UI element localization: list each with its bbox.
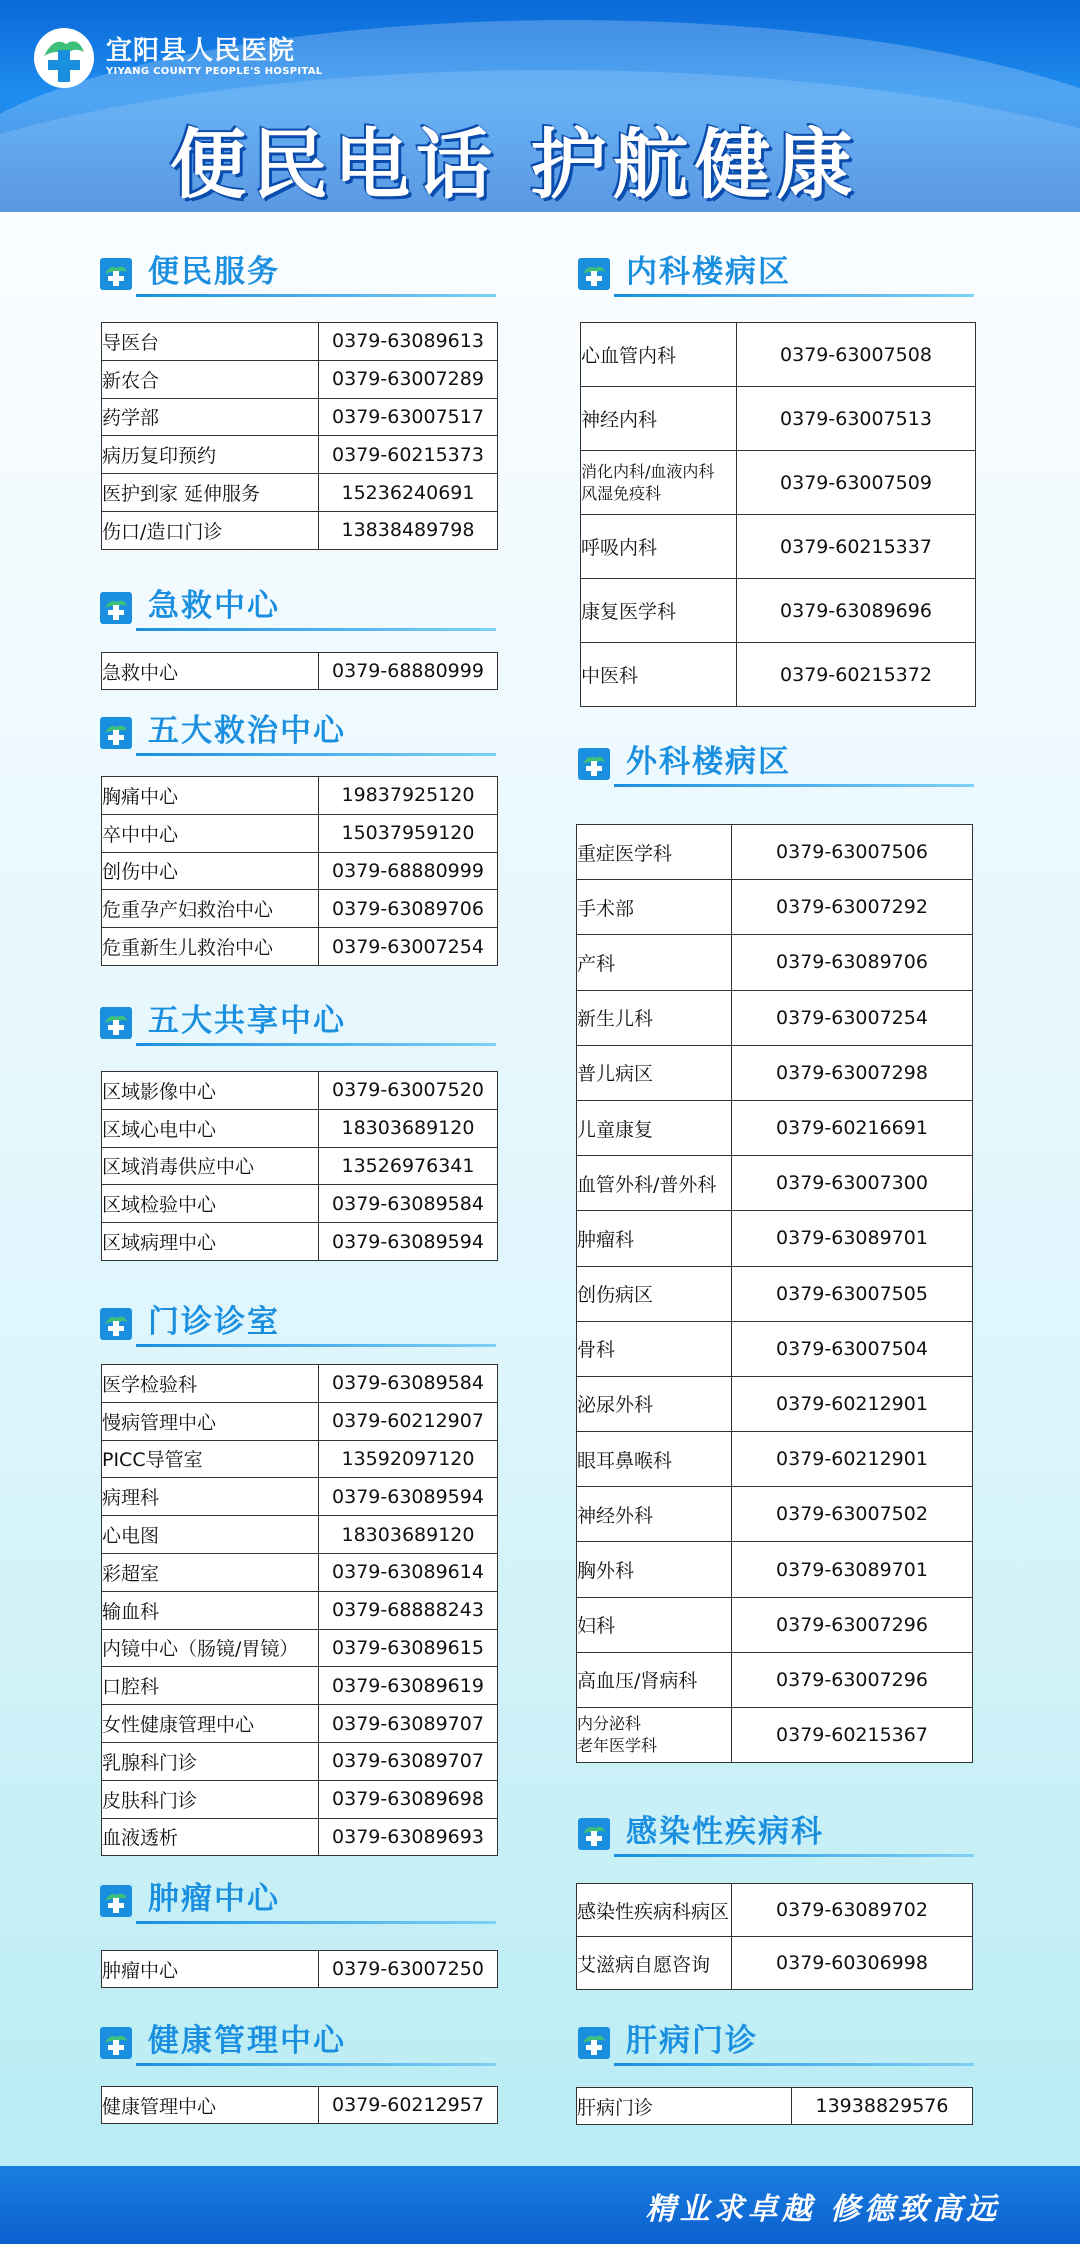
department-name: 创伤病区 — [577, 1266, 732, 1321]
section-underline — [136, 628, 496, 631]
department-name: 伤口/造口门诊 — [102, 511, 319, 549]
phone-number: 0379-68880999 — [319, 653, 498, 690]
table-row — [577, 1542, 973, 1597]
phone-number: 0379-60215372 — [737, 643, 976, 707]
department-name: 口腔科 — [102, 1667, 319, 1705]
department-name: 健康管理中心 — [102, 2087, 319, 2124]
department-name: 卒中中心 — [102, 814, 319, 852]
phone-number: 13592097120 — [319, 1440, 498, 1478]
phone-number: 0379-63089707 — [319, 1742, 498, 1780]
table-row — [577, 1045, 973, 1100]
section-underline — [614, 294, 974, 297]
section-left-zhongliu — [100, 1879, 496, 1923]
phone-number: 0379-60212901 — [732, 1376, 973, 1431]
phone-number: 19837925120 — [319, 777, 498, 815]
table-row — [102, 474, 498, 512]
phone-number: 0379-63089706 — [319, 890, 498, 928]
department-name: 血管外科/普外科 — [577, 1156, 732, 1211]
table-row — [577, 825, 973, 880]
phone-number: 0379-60216691 — [732, 1100, 973, 1155]
phone-number: 0379-63007505 — [732, 1266, 973, 1321]
phone-number: 0379-60212907 — [319, 1402, 498, 1440]
department-name: 乳腺科门诊 — [102, 1742, 319, 1780]
phone-number: 0379-63089594 — [319, 1478, 498, 1516]
table-row — [577, 1266, 973, 1321]
table-row — [577, 1597, 973, 1652]
phone-number: 0379-68880999 — [319, 852, 498, 890]
table-row — [102, 653, 498, 690]
department-name: 药学部 — [102, 398, 319, 436]
table-row — [102, 1365, 498, 1403]
table-row — [102, 814, 498, 852]
table-row — [102, 1109, 498, 1147]
department-name: 心血管内科 — [581, 323, 737, 387]
department-name: 心电图 — [102, 1516, 319, 1554]
section-right-waike — [578, 742, 974, 786]
department-name: 呼吸内科 — [581, 515, 737, 579]
department-name: 眼耳鼻喉科 — [577, 1432, 732, 1487]
phone-number: 0379-63007508 — [737, 323, 976, 387]
phone-number: 0379-63007296 — [732, 1597, 973, 1652]
phone-number: 0379-63089584 — [319, 1185, 498, 1223]
table-row — [102, 1951, 498, 1988]
table-row — [581, 579, 976, 643]
section-title: 五大救治中心 — [148, 713, 346, 749]
table-row — [102, 1705, 498, 1743]
phone-number: 0379-63089706 — [732, 935, 973, 990]
table-row — [102, 1185, 498, 1223]
table-row — [102, 1818, 498, 1856]
table-row — [102, 928, 498, 966]
hospital-emblem-icon — [578, 2027, 610, 2059]
phone-number: 0379-63089613 — [319, 323, 498, 361]
department-name: 病历复印预约 — [102, 436, 319, 474]
footer-slogan: 精业求卓越 修德致高远 — [645, 2192, 1000, 2227]
table-row — [102, 398, 498, 436]
department-name: 新生儿科 — [577, 990, 732, 1045]
section-left-menzhen — [100, 1302, 496, 1346]
phone-number: 0379-63007292 — [732, 880, 973, 935]
phone-number: 18303689120 — [319, 1109, 498, 1147]
phone-table-left-wuda-gongxiang — [101, 1071, 498, 1261]
section-right-ganbing — [578, 2021, 974, 2065]
department-name: 康复医学科 — [581, 579, 737, 643]
table-row — [102, 1742, 498, 1780]
hospital-logo-icon — [32, 26, 96, 90]
department-name: 胸痛中心 — [102, 777, 319, 815]
phone-number: 0379-60306998 — [732, 1937, 973, 1990]
department-name: 泌尿外科 — [577, 1376, 732, 1431]
department-name: 危重孕产妇救治中心 — [102, 890, 319, 928]
department-name: 危重新生儿救治中心 — [102, 928, 319, 966]
table-row — [102, 511, 498, 549]
phone-number: 0379-60215337 — [737, 515, 976, 579]
phone-number: 0379-60212901 — [732, 1432, 973, 1487]
department-name: 肿瘤中心 — [102, 1951, 319, 1988]
phone-number: 13938829576 — [792, 2088, 973, 2125]
department-name: 女性健康管理中心 — [102, 1705, 319, 1743]
table-row — [577, 1652, 973, 1707]
department-name: 妇科 — [577, 1597, 732, 1652]
department-name: 区域消毒供应中心 — [102, 1147, 319, 1185]
phone-table-left-wuda-jiuzhi — [101, 776, 498, 966]
section-title: 肿瘤中心 — [148, 1881, 280, 1917]
department-name: 彩超室 — [102, 1553, 319, 1591]
department-name: 区域病理中心 — [102, 1223, 319, 1261]
section-underline — [136, 294, 496, 297]
table-row — [102, 323, 498, 361]
phone-number: 0379-63089702 — [732, 1884, 973, 1937]
table-row — [102, 1478, 498, 1516]
phone-number: 0379-63007504 — [732, 1321, 973, 1376]
phone-number: 0379-63089619 — [319, 1667, 498, 1705]
department-name: 消化内科/血液内科 风湿免疫科 — [581, 451, 737, 515]
hospital-emblem-icon — [100, 2027, 132, 2059]
department-name: 慢病管理中心 — [102, 1402, 319, 1440]
hospital-name-en: YIYANG COUNTY PEOPLE'S HOSPITAL — [106, 66, 323, 77]
table-row — [102, 1072, 498, 1110]
department-name: 普儿病区 — [577, 1045, 732, 1100]
section-title: 外科楼病区 — [626, 744, 791, 780]
department-name: 中医科 — [581, 643, 737, 707]
hospital-emblem-icon — [578, 258, 610, 290]
department-name: 胸外科 — [577, 1542, 732, 1597]
department-name: 急救中心 — [102, 653, 319, 690]
table-row — [102, 1667, 498, 1705]
table-row — [581, 515, 976, 579]
phone-number: 0379-63089584 — [319, 1365, 498, 1403]
phone-number: 0379-63007254 — [319, 928, 498, 966]
department-name: PICC导管室 — [102, 1440, 319, 1478]
section-title: 五大共享中心 — [148, 1003, 346, 1039]
phone-number: 0379-63089698 — [319, 1780, 498, 1818]
phone-number: 0379-63089615 — [319, 1629, 498, 1667]
table-row — [581, 323, 976, 387]
phone-number: 0379-63089614 — [319, 1553, 498, 1591]
hospital-emblem-icon — [100, 717, 132, 749]
section-underline — [136, 753, 496, 756]
table-row — [102, 1147, 498, 1185]
table-row — [581, 451, 976, 515]
section-left-jijiu — [100, 586, 496, 630]
department-name: 创伤中心 — [102, 852, 319, 890]
table-row — [102, 1553, 498, 1591]
department-name: 医护到家 延伸服务 — [102, 474, 319, 512]
phone-number: 0379-63007300 — [732, 1156, 973, 1211]
department-name: 医学检验科 — [102, 1365, 319, 1403]
section-underline — [136, 2063, 496, 2066]
section-title: 便民服务 — [148, 254, 280, 290]
department-name: 重症医学科 — [577, 825, 732, 880]
department-name: 输血科 — [102, 1591, 319, 1629]
table-row — [577, 1100, 973, 1155]
section-right-ganran — [578, 1812, 974, 1856]
department-name: 导医台 — [102, 323, 319, 361]
table-row — [102, 1516, 498, 1554]
hospital-emblem-icon — [100, 1308, 132, 1340]
phone-table-right-ganran — [576, 1883, 973, 1990]
phone-number: 0379-63089701 — [732, 1211, 973, 1266]
department-name: 皮肤科门诊 — [102, 1780, 319, 1818]
phone-table-right-neike — [580, 322, 976, 707]
phone-number: 13838489798 — [319, 511, 498, 549]
phone-number: 13526976341 — [319, 1147, 498, 1185]
department-name: 病理科 — [102, 1478, 319, 1516]
phone-number: 15236240691 — [319, 474, 498, 512]
table-row — [577, 1376, 973, 1431]
phone-number: 18303689120 — [319, 1516, 498, 1554]
hospital-emblem-icon — [100, 1885, 132, 1917]
table-row — [102, 777, 498, 815]
table-row — [581, 643, 976, 707]
table-row — [577, 1432, 973, 1487]
section-title: 门诊诊室 — [148, 1304, 280, 1340]
table-row — [102, 436, 498, 474]
section-underline — [614, 2063, 974, 2066]
phone-table-right-ganbing — [576, 2087, 973, 2125]
department-name: 产科 — [577, 935, 732, 990]
page-title: 便民电话 护航健康 — [170, 120, 859, 209]
department-name: 艾滋病自愿咨询 — [577, 1937, 732, 1990]
table-row — [102, 1629, 498, 1667]
department-name: 高血压/肾病科 — [577, 1652, 732, 1707]
hospital-emblem-icon — [100, 258, 132, 290]
hospital-emblem-icon — [100, 1007, 132, 1039]
phone-table-left-menzhen — [101, 1364, 498, 1856]
phone-number: 0379-63007289 — [319, 360, 498, 398]
hospital-emblem-icon — [578, 1818, 610, 1850]
department-name: 区域检验中心 — [102, 1185, 319, 1223]
table-row — [581, 387, 976, 451]
phone-number: 0379-63007298 — [732, 1045, 973, 1100]
hospital-emblem-icon — [578, 748, 610, 780]
phone-table-left-jiankang — [101, 2086, 498, 2124]
table-row — [102, 360, 498, 398]
phone-number: 0379-68888243 — [319, 1591, 498, 1629]
table-row — [577, 935, 973, 990]
phone-number: 0379-60212957 — [319, 2087, 498, 2124]
table-row — [577, 1211, 973, 1266]
section-left-wuda-jiuzhi — [100, 711, 496, 755]
table-row — [102, 1591, 498, 1629]
table-row — [102, 2087, 498, 2124]
table-row — [102, 1402, 498, 1440]
table-row — [102, 1440, 498, 1478]
table-row — [577, 1884, 973, 1937]
section-left-wuda-gongxiang — [100, 1001, 496, 1045]
table-row — [102, 890, 498, 928]
section-underline — [136, 1344, 496, 1347]
header-banner — [0, 0, 1080, 212]
section-title: 内科楼病区 — [626, 254, 791, 290]
phone-number: 0379-63089693 — [319, 1818, 498, 1856]
table-row — [577, 1321, 973, 1376]
department-name: 新农合 — [102, 360, 319, 398]
phone-number: 0379-63007502 — [732, 1487, 973, 1542]
table-row — [102, 1223, 498, 1261]
phone-number: 0379-63089701 — [732, 1542, 973, 1597]
phone-table-left-bianmin — [101, 322, 498, 550]
table-row — [102, 1780, 498, 1818]
table-row — [102, 852, 498, 890]
phone-table-left-jijiu — [101, 652, 498, 690]
department-name: 儿童康复 — [577, 1100, 732, 1155]
department-name: 肝病门诊 — [577, 2088, 792, 2125]
department-name: 肿瘤科 — [577, 1211, 732, 1266]
hospital-emblem-icon — [100, 592, 132, 624]
footer-banner — [0, 2166, 1080, 2244]
table-row — [577, 2088, 973, 2125]
department-name: 神经内科 — [581, 387, 737, 451]
table-row — [577, 1937, 973, 1990]
table-row — [577, 880, 973, 935]
department-name: 骨科 — [577, 1321, 732, 1376]
department-name: 内镜中心（肠镜/胃镜） — [102, 1629, 319, 1667]
department-name: 神经外科 — [577, 1487, 732, 1542]
section-left-bianmin — [100, 252, 496, 296]
table-row — [577, 1156, 973, 1211]
department-name: 内分泌科 老年医学科 — [577, 1708, 732, 1763]
department-name: 手术部 — [577, 880, 732, 935]
phone-number: 0379-63007520 — [319, 1072, 498, 1110]
phone-number: 0379-63007506 — [732, 825, 973, 880]
phone-number: 0379-63007509 — [737, 451, 976, 515]
phone-number: 0379-63089707 — [319, 1705, 498, 1743]
section-title: 急救中心 — [148, 588, 280, 624]
phone-number: 0379-63007296 — [732, 1652, 973, 1707]
section-underline — [136, 1921, 496, 1924]
department-name: 感染性疾病科病区 — [577, 1884, 732, 1937]
phone-number: 0379-63089696 — [737, 579, 976, 643]
department-name: 区域心电中心 — [102, 1109, 319, 1147]
hospital-logo — [32, 26, 322, 90]
section-title: 健康管理中心 — [148, 2023, 346, 2059]
section-left-jiankang — [100, 2021, 496, 2065]
section-title: 肝病门诊 — [626, 2023, 758, 2059]
section-underline — [614, 1854, 974, 1857]
table-row — [577, 990, 973, 1045]
phone-number: 0379-63089594 — [319, 1223, 498, 1261]
hospital-name-cn: 宜阳县人民医院 — [106, 36, 296, 66]
phone-number: 0379-63007254 — [732, 990, 973, 1045]
phone-number: 0379-63007517 — [319, 398, 498, 436]
department-name: 血液透析 — [102, 1818, 319, 1856]
section-title: 感染性疾病科 — [626, 1814, 824, 1850]
department-name: 区域影像中心 — [102, 1072, 319, 1110]
section-underline — [136, 1043, 496, 1046]
phone-number: 0379-63007250 — [319, 1951, 498, 1988]
section-underline — [614, 784, 974, 787]
phone-number: 15037959120 — [319, 814, 498, 852]
phone-table-right-waike — [576, 824, 973, 1763]
section-right-neike — [578, 252, 974, 296]
phone-number: 0379-63007513 — [737, 387, 976, 451]
phone-number: 0379-60215373 — [319, 436, 498, 474]
phone-table-left-zhongliu — [101, 1950, 498, 1988]
table-row — [577, 1708, 973, 1763]
phone-number: 0379-60215367 — [732, 1708, 973, 1763]
table-row — [577, 1487, 973, 1542]
